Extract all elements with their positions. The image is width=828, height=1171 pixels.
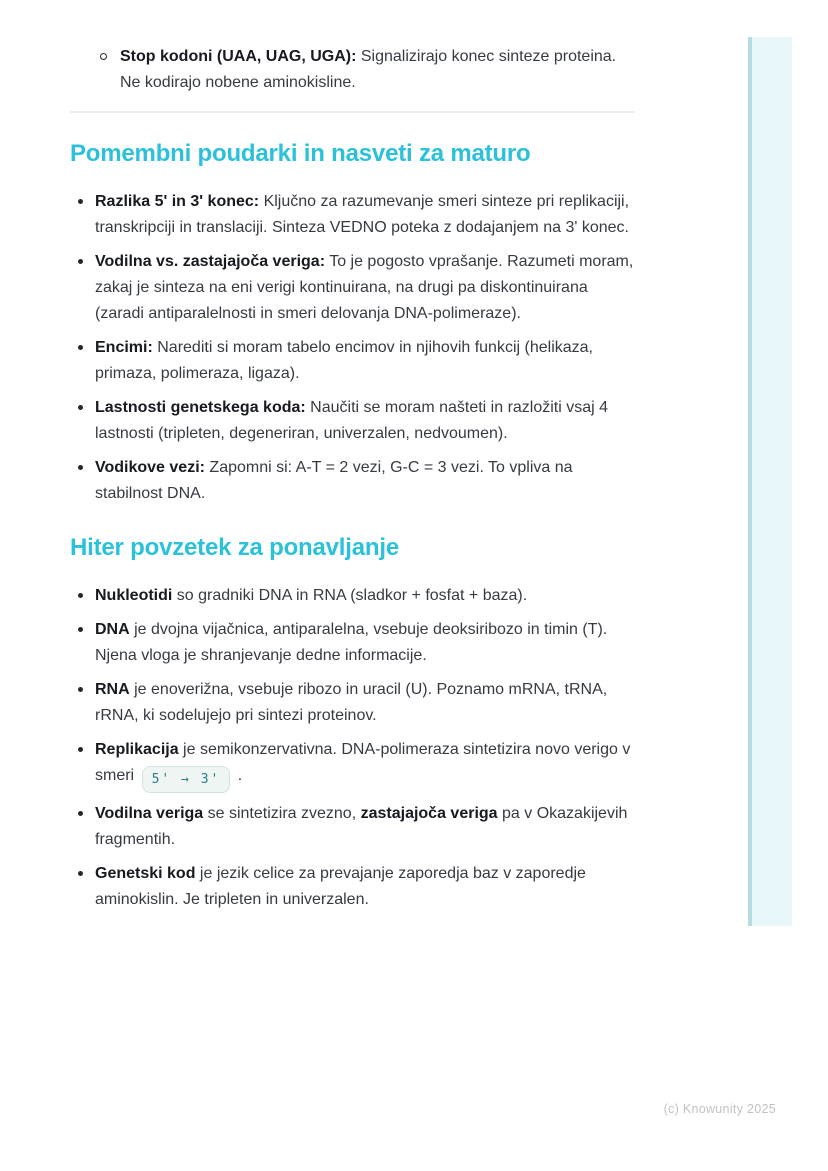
list-item-text [95, 861, 635, 913]
next-page-edge [748, 37, 792, 926]
bullet-icon [78, 747, 83, 752]
bullet-icon [78, 593, 83, 598]
document-content [70, 0, 635, 921]
list-item-text [95, 677, 635, 729]
list-item-vodilna-vs-zastajajoca [70, 249, 635, 327]
list-item-bold: Genetski kod [95, 865, 196, 882]
list-item-bold: Stop kodoni (UAA, UAG, UGA): [120, 48, 357, 65]
list-item-vodikove-vezi [70, 455, 635, 507]
list-item-text [95, 617, 635, 669]
section2-list [70, 583, 635, 913]
bullet-icon [78, 871, 83, 876]
hollow-bullet-icon [100, 53, 107, 60]
list-item-bold: Razlika 5' in 3' konec: [95, 193, 260, 210]
section-heading-pomembni-poudarki: Pomembni poudarki in nasveti za maturo [70, 140, 531, 167]
list-item-text [95, 189, 635, 241]
list-item-body: je enoverižna, vsebuje ribozo in uracil (U). Poznamo mRNA, tRNA, rRNA, ki sodelujejo pri sintezi proteinov. [95, 681, 608, 724]
list-item-bold: Vodilna veriga [95, 805, 204, 822]
list-item-body: Zapomni si: A-T = 2 vezi, G-C = 3 vezi. To vpliva na stabilnost DNA. [95, 459, 573, 502]
list-item-bold: RNA [95, 681, 130, 698]
list-item-dna [70, 617, 635, 669]
list-item-lastnosti-koda [70, 395, 635, 447]
list-item-body: Narediti si moram tabelo encimov in njihovih funkcij (helikaza, primaza, polimeraza, ligaza). [95, 339, 593, 382]
list-item-bold: Replikacija [95, 741, 179, 758]
list-item-text [120, 44, 635, 96]
list-item-body: je semikonzervativna. DNA-polimeraza sintetizira novo verigo v smeri [95, 741, 631, 784]
bullet-icon [78, 811, 83, 816]
list-item-vodilna-veriga [70, 801, 635, 853]
section1-list [70, 189, 635, 507]
list-item-bold: Vodikove vezi: [95, 459, 205, 476]
list-item-bold: Nukleotidi [95, 587, 173, 604]
list-item-encimi [70, 335, 635, 387]
list-item-rna [70, 677, 635, 729]
bullet-icon [78, 627, 83, 632]
list-item-body: Naučiti se moram našteti in razložiti vsaj 4 lastnosti (tripleten, degeneriran, univerzalen, nedvoumen). [95, 399, 609, 442]
list-item-body: Ključno za razumevanje smeri sinteze pri replikaciji, transkripciji in translaciji. Sinteza VEDNO poteka z dodajanjem na 3' konec. [95, 193, 630, 236]
list-item-genetski-kod [70, 861, 635, 913]
list-item-body: je jezik celice za prevajanje zaporedja baz v zaporedje aminokislin. Je tripleten in univerzalen. [95, 865, 586, 908]
list-item-bold: Vodilna vs. zastajajoča veriga: [95, 253, 326, 270]
list-item-text [95, 737, 635, 793]
list-item-body: so gradniki DNA in RNA (sladkor + fosfat + baza). [172, 587, 528, 604]
bullet-icon [78, 259, 83, 264]
list-item-razlika-konec [70, 189, 635, 241]
footer-copyright: (c) Knowunity 2025 [663, 1102, 776, 1116]
list-item-bold: Encimi: [95, 339, 153, 356]
list-item-text [95, 583, 527, 609]
list-item-text [95, 455, 635, 507]
bullet-icon [78, 345, 83, 350]
list-item-body: je dvojna vijačnica, antiparalelna, vsebuje deoksiribozo in timin (T). Njena vloga je shranjevanje dedne informacije. [95, 621, 608, 664]
list-item-nukleotidi [70, 583, 635, 609]
bullet-icon [78, 465, 83, 470]
list-item-replikacija [70, 737, 635, 793]
list-item-text [95, 249, 635, 327]
bullet-icon [78, 687, 83, 692]
list-item-text [95, 335, 635, 387]
code-chip-5-to-3: 5' → 3' [142, 766, 231, 793]
list-item-body: se sintetizira zvezno, [203, 805, 361, 822]
list-item-body: To je pogosto vprašanje. Razumeti moram, zakaj je sinteza na eni verigi kontinuirana, na drugi pa diskontinuirana (zaradi antiparalelnosti in smeri delovanja DNA-polimeraze). [95, 253, 634, 322]
list-item-body: Signalizirajo konec sinteze proteina. Ne kodirajo nobene aminokisline. [120, 48, 617, 91]
list-item-body-2: . [233, 767, 243, 784]
list-item-bold-2: zastajajoča veriga [360, 805, 498, 822]
section-heading-hiter-povzetek: Hiter povzetek za ponavljanje [70, 534, 399, 561]
section-divider [70, 111, 635, 113]
bullet-icon [78, 405, 83, 410]
bullet-icon [78, 199, 83, 204]
list-item-stop-kodoni [100, 44, 635, 96]
list-item-text [95, 395, 635, 447]
list-item-bold: Lastnosti genetskega koda: [95, 399, 306, 416]
list-item-body-2: pa v Okazakijevih fragmentih. [95, 805, 628, 848]
list-item-bold: DNA [95, 621, 130, 638]
list-item-text [95, 801, 635, 853]
